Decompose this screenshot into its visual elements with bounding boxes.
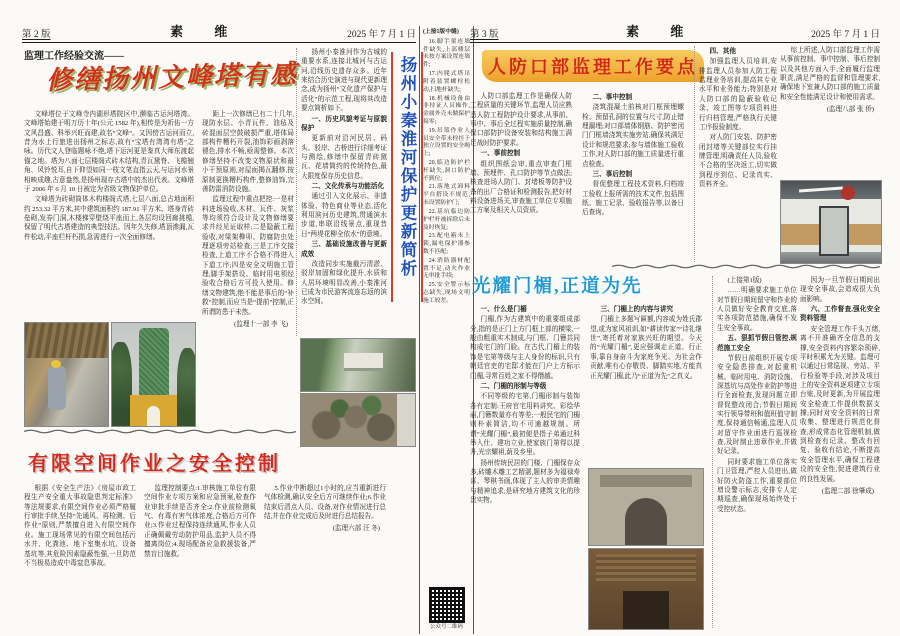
gate-arch-detail — [147, 406, 160, 426]
xiaoqinhuai-vertical-title: 扬州小秦淮河保护更新简析 — [391, 52, 423, 302]
xiaoqinhuai-section-heading: 三、基础设施改善与更新成效 — [301, 241, 387, 258]
page2-header — [22, 24, 416, 43]
xiaoqinhuai-paragraph: 改造同步实施截污清淤、驳岸加固和绿化提升,水质和人居环境明显改善,小秦淮河已成为市民游客流连忘返的滨水空间。 — [301, 260, 387, 306]
renfang-title-banner — [482, 50, 704, 82]
renfang-paragraph: 加强监理人员培训,安排监理人员参加人防工程监理业务培训,提高其专业水平和业务能力;特别是对人防口部的隐蔽验收记录、竣工图等专项资料进行归档管理,严格执行关键工序报验制度。 — [699, 58, 777, 131]
renfang-section-heading: 四、其他 — [709, 48, 736, 55]
qr-code-block — [423, 585, 470, 631]
page3-edition-label: 第 3 版 — [470, 30, 499, 40]
menmei-article-title: 光耀门楣,正道为先 — [472, 277, 643, 297]
worker-figure — [48, 366, 66, 410]
gutter-list-item: 25.安全警示标志缺失,现场文明施工较差。 — [423, 282, 470, 304]
stone-gateway-photo — [588, 468, 704, 546]
continued-article-column-1 — [712, 276, 797, 628]
confined-space-column-1 — [24, 484, 136, 628]
renfang-byline: (监理八部 张 侨) — [826, 106, 874, 114]
continued-paragraph: 因为一旦节假日期间出现安全事故,会造成很大负面影响。 — [800, 277, 880, 303]
xiaoqinhuai-section-heading: 一、历史风貌考证与原貌保护 — [301, 115, 387, 132]
renfang-paragraph: 组织图纸会审,重点审查门框墙、预埋件、孔口防护等节点做法;核查进场人防门、封堵板等防护设备的出厂合格证和检测报告,把好材料设备进场关,审查施工单位专项施工方案及相关人员资质。 — [470, 160, 572, 215]
riverside-building-detail — [344, 353, 383, 369]
wavy-divider-left — [24, 429, 296, 434]
xiaoqinhuai-section-heading: 二、文化传承与功能活化 — [311, 183, 385, 191]
pagoda-scaffolding-photo — [111, 322, 196, 427]
stone-lintel-detail — [600, 475, 691, 487]
continued-paragraph: 安全管理工作千头万绪,离不开准确齐全信息的支撑,安全资料内容繁杂琐碎,平时积累尤为关键。监理可以通过日常巡视、旁站、平行检验等手段,对涉及项目上的安全资料逐项建立专项台账,及时更新,为开展监理安全检查工作提供数据支撑;同时对安全资料的日常收集、整理进行规范化督查,形成常态化管理机制,做到检查有记录、整改有回复、验收有结论,不断提高安全管理水平,确保工程建设的安全性,促进建筑行业的良性发展。 — [800, 325, 880, 483]
carved-lintel-photo — [588, 548, 704, 630]
continued-article-column-2 — [800, 276, 880, 628]
page2-edition-label: 第 2 版 — [22, 30, 51, 40]
menmei-paragraph: 门楣上多题写匾额,内容或为姓氏郡望,或为家风祖训,如“耕读传家”“诗礼继世”,寄托着对家族兴旺的期望。今天的“光耀门楣”,更应强调走正道、行正事,靠自身奋斗为家庭争光、为社会作贡献,唯有心存敬畏、脚踏实地,方能真正光耀门楣,此乃“正道为先”之真义。 — [590, 316, 702, 380]
gutter-list-item: 20.临边防护栏杆缺失,洞口防护不到位; — [423, 160, 470, 182]
renfang-column-1 — [470, 92, 572, 262]
continued-paragraph: 节假日前组织开展专项安全隐患排查,对起重机械、临时用电、消防设施、深基坑与高处作业防护等进行全面检查,发现问题立即督促整改闭合;节假日期间实行领导带班和值班值守制度,保持通信畅通,监理人员对留守作业面进行巡视检查,及时制止违章作业,并做好记录。 — [717, 354, 797, 456]
menmei-section-heading: 二、门楣的形制与等级 — [480, 382, 547, 390]
wenfengta-paragraph: 文峰塔位于文峰寺内湖形塔院区中,濒临古运河塔湾。文峰塔始建于明万历十年(公元 1582 年),相传是为祈佑一方文风昌盛、科举兴旺而建,故名“文峰”。又因傍古运河而立,昔为水上行旅进出扬州之标志,故有“宝塔有湾湾有塔”之咏。历代文人登临题咏不绝,塔下运河更是鉴真大师东渡起锚之地。塔为八面七层楼阁式砖木结构,青瓦黛脊、飞檐翘角、风铃悦耳,自下仰望如同一枝文笔直指云天,与运河水景相映成趣,古意盎然,是扬州现存古塔中的杰出代表。文峰塔于 2006 年 6 月 10 日被定为省级文物保护单位。 — [24, 111, 194, 193]
rockery-garden-photo — [300, 393, 416, 447]
netted-pagoda-detail — [139, 328, 169, 396]
gate-opening-detail — [625, 498, 666, 545]
gutter-continuation-note: (上接1版中缝) — [423, 29, 459, 35]
wenfengta-paragraph: 监理过程中重点把控:一是材料进场验收,木材、瓦件、灰浆等均须符合设计及文物修缮要求并经见证取样;二是隐蔽工程验收,对梁架榫卯、防腐防虫处理逐项旁站检查;三是工序交接检查,上道工序不合格不得进入下道工序;四是安全文明施工管理,脚手架搭设、临时用电须经验收合格后方可投入使用。修缮文物建筑,绝不能是事后的“补救”控制,而应当是“提前”控制,正所谓防患于未然。 — [202, 196, 294, 316]
confined-space-paragraph: 根据《安全生产法》《房屋市政工程生产安全重大事故隐患判定标准》等法规要求,有限空间作业必须严格履行审批手续,坚持“先通风、再检测、后作业”原则,严禁擅自进入有限空间作业。施工现场常见的有限空间包括污水井、化粪池、地下室集水坑、设备基坑等,其危险因素隐蔽性强,一旦防范不当极易造成中毒窒息事故。 — [24, 485, 136, 567]
xiaoqinhuai-paragraph: 通过引入文化展示、非遗体验、特色商业等业态,活化利用滨河历史建筑,贯通滨水步道,串联沿线景点,重现昔日“两堤花柳全依水”的意境。 — [301, 193, 387, 238]
tree-detail — [111, 342, 132, 427]
wenfengta-byline: (监理十一部 李 飞) — [234, 320, 288, 328]
dark-doorway-detail — [623, 591, 669, 629]
confined-space-column-3 — [264, 484, 386, 628]
xiaoqinhuai-paragraph: 扬州小秦淮河作为古城的重要水系,连接北城河与古运河,沿线历史遗存众多。近年来结合历史演进与现代更新理念,成为扬州“文化遗产保护与活化”的示范工程,现将其改造要点简析如下。 — [301, 49, 387, 113]
gutter-list-item: 23.配电箱未上锁,漏电保护器参数不匹配; — [423, 233, 470, 255]
renfang-paragraph: 综上所述,人防口部监理工作需从事前控制、事中控制、事后控制以及其他方面入手,全面履行监理职责,满足严格的监督和管理要求,确保地下室兼人防口部的施工质量和安全性能满足设计和使用需求。 — [780, 47, 880, 101]
confined-space-paragraph: 监理控制要点:1.审核施工单位有限空间作业专项方案和应急预案,检查作业审批手续是否齐全;2.作业前检测氧气、有毒有害气体浓度,合格后方可作业;3.作业过程保持连续通风,作业人员正确佩戴劳动防护用品,监护人员不得擅离岗位;4.现场配备应急救援装备,严禁盲目施救。 — [144, 485, 256, 558]
confined-space-byline: (监理六部 汪 冬) — [332, 525, 380, 533]
renfang-paragraph: 浇筑混凝土前核对门框预埋螺栓、预留孔洞的位置与尺寸,防止错埋漏埋;对口部墙体钢筋、防护密闭门门框墙浇筑实施旁站,确保其满足设计和规范要求;参与墙体施工验收工作,对人防口部的施工质量进行重点检查。 — [582, 104, 684, 168]
continued-paragraph: 同时要求施工单位落实门卫管理,严控人员进出,做好防火防盗工作,重要部位增设警示标志,安排专人定期巡查,确保现场始终处于受控状态。 — [717, 458, 797, 513]
continued-section-heading: 六、工作督查,强化安全资料管理 — [800, 306, 880, 323]
eaves-repair-photo — [24, 322, 109, 427]
wenfengta-paragraph: 距上一次修缮已有二十几年,现防水层、小青瓦件、油毡及砖混面层空鼓破损严重,塔体局部构件糟朽开裂,油饰彩画剥落褪色,排水不畅,亟需整修。本次修缮坚持不改变文物原状和最小干预原则,对屋面揭瓦翻修,按原制更换糟朽构件,整修油饰,完善防雷消防设施。 — [202, 111, 294, 193]
gutter-list-item: 22.基坑临边防护栏杆被拆除后未及时恢复; — [423, 208, 470, 231]
wenfengta-column-1 — [24, 110, 194, 318]
gutter-list-item: 19.吊篮作业人员安全带未栓挂于独立设置的安全绳上; — [423, 127, 470, 158]
wenfengta-kicker: 监理工作经验交流—— — [24, 51, 124, 62]
qr-code-image — [429, 587, 465, 623]
page3-masthead-title: 素 维 — [626, 24, 698, 39]
renfang-article-title: 人防口部监理工作要点 — [488, 57, 698, 77]
renfang-column-2 — [582, 92, 684, 262]
renfang-column-3 — [694, 46, 777, 262]
white-wall-detail — [397, 394, 415, 446]
wenfengta-column-2 — [202, 110, 294, 424]
wenfengta-article-title: 修缮扬州文峰塔有感 — [45, 59, 299, 96]
carved-band-detail — [596, 554, 696, 581]
safety-helmet-detail — [51, 360, 61, 368]
temple-gate-detail — [130, 395, 176, 426]
renfang-section-heading: 一、事前控制 — [480, 150, 521, 158]
menmei-paragraph: 不同等级的宅第,门楣形制与装饰各有定制:王府官宅用料讲究、彩绘华丽,门簪数量亦有等差;一般民宅的门楣则朴素简洁,均不可逾越规制。所谓“光耀门楣”,最初便是指子弟通过科举入仕、建功立业,使家族门第得以提升,光宗耀祖,荫及乡里。 — [470, 393, 580, 457]
page2-masthead-title: 素 维 — [170, 24, 242, 39]
menmei-paragraph: 门楣,作为古建筑中的重要组成部分,指的是正门上方门框上部的横梁,一般由粗重实木制成,与门框、门簪共同构成宅门的门脸。在古代,门楣上的装饰是宅第等级与主人身份的标识,只有朝廷官吏的宅邸才能在门户上方标示门楣,寻常百姓之家不得僭越。 — [470, 316, 580, 380]
renfang-paragraph: 督促整理工程技术资料,归档竣工验收上报所需的技术文件,包括图纸、施工记录、验收报告等,以备日后查询。 — [582, 181, 684, 217]
continued-paragraph: ……明确要求施工单位对节假日期间留守和作业的人员做好安全教育交底,落实各项防范措施,确保不发生安全事故。 — [717, 287, 797, 332]
xiaoqinhuai-paragraph: 更新前对沿河民居、码头、驳岸、古桥进行详细考证与测绘,修缮中保留青砖黛瓦、花墙简约的传统特色,最大限度保存历史信息。 — [301, 135, 387, 180]
canal-buildings-photo — [300, 338, 416, 392]
protective-door-detail — [819, 206, 849, 256]
gutter-list-item: 24.消防器材配置不足,动火作业无审批手续; — [423, 257, 470, 280]
renfang-section-heading: 三、事后控制 — [592, 170, 633, 178]
page2-date-label: 2025 年 7 月 1 日 — [347, 30, 416, 40]
continued-section-heading: 五、狠抓节假日管控,规范施工安全 — [717, 335, 797, 352]
renfang-paragraph: 对人防门安装、防护密闭封堵等关键部位实行挂牌管理,明确责任人员,验收不合格的坚决返工,切实做到程序到位、记录真实、资料齐全。 — [699, 134, 777, 189]
wavy-divider-right — [612, 264, 880, 269]
menmei-paragraph: 扬州传统民居的门楼、门楣保存众多,砖雕木雕工艺精湛,题材多为福禄寿喜、琴棋书画,体现了主人的审美情趣与精神追求,是研究地方建筑文化的珍贵实物。 — [470, 459, 580, 505]
civil-defense-corridor-photo — [780, 180, 882, 264]
red-fixture-detail — [841, 186, 855, 200]
xiaoqinhuai-column — [296, 48, 387, 336]
renfang-section-heading: 二、事中控制 — [592, 94, 633, 101]
continuation-note: (上接第1版) — [727, 277, 762, 284]
continued-article-byline: (监理二部 徐肇成) — [821, 487, 874, 495]
menmei-section-heading: 三、门楣上的内容与讲究 — [600, 306, 674, 313]
gutter-list-item: 18.机械设备由非持证人员操作,金属外壳未做保护接零; — [423, 95, 470, 125]
confined-space-column-2 — [144, 484, 256, 628]
gutter-list-item: 21.落地式卸料平台搭设不规范,未设置防护门; — [423, 184, 470, 207]
menmei-column-1 — [470, 304, 580, 628]
menmei-column-2 — [590, 304, 702, 464]
gutter-list-item: 17.内爬式塔吊附着装置螺栓松动,扫地杆缺失; — [423, 71, 470, 93]
renfang-paragraph: 人防口部监理工作是确保人防工程质量的关键环节,监理人员应熟悉人防工程防护设计要求,从事前、事中、事后全过程实施质量控制,确保口部防护设备安装和结构施工满足战时防护要求。 — [470, 93, 572, 147]
gutter-list-item: 16.脚手架连墙件缺失,上部楼层未按方案设置连墙件; — [423, 38, 470, 69]
menmei-section-heading: 一、什么是门楣 — [480, 306, 527, 313]
confined-space-article-title: 有限空间作业之安全控制 — [28, 453, 281, 475]
renfang-column-4 — [780, 46, 880, 174]
center-gutter-column — [419, 26, 474, 634]
page3-header — [470, 24, 880, 43]
wenfengta-paragraph: 文峰塔为砖砌筒体木构楼阁式塔,七层八面,总占地面积约 253.32 平方米,其中建筑面积约 187.91 平方米。塔身青砖垒砌,发券门洞,木楼梯穿壁绕平座而上,各层均设回廊挑檐,保留了明代古塔建造的典型技法。因年久失修,塔顶渗漏,瓦件松动,平座栏杆朽损,急需进行一次全面修缮。 — [24, 196, 194, 241]
confined-space-paragraph: 5.作业中断超过1小时的,应当重新进行气体检测,确认安全后方可继续作业;6.作业结束后清点人员、设备,对作业情况进行总结,并在作业完成后及时进行总结报告。 — [264, 485, 386, 521]
roof-eave-detail — [25, 323, 108, 358]
page3-date-label: 2025 年 7 月 1 日 — [811, 30, 880, 40]
tree-detail — [177, 348, 196, 427]
qr-code-caption: 公众号二维码 — [429, 623, 463, 630]
